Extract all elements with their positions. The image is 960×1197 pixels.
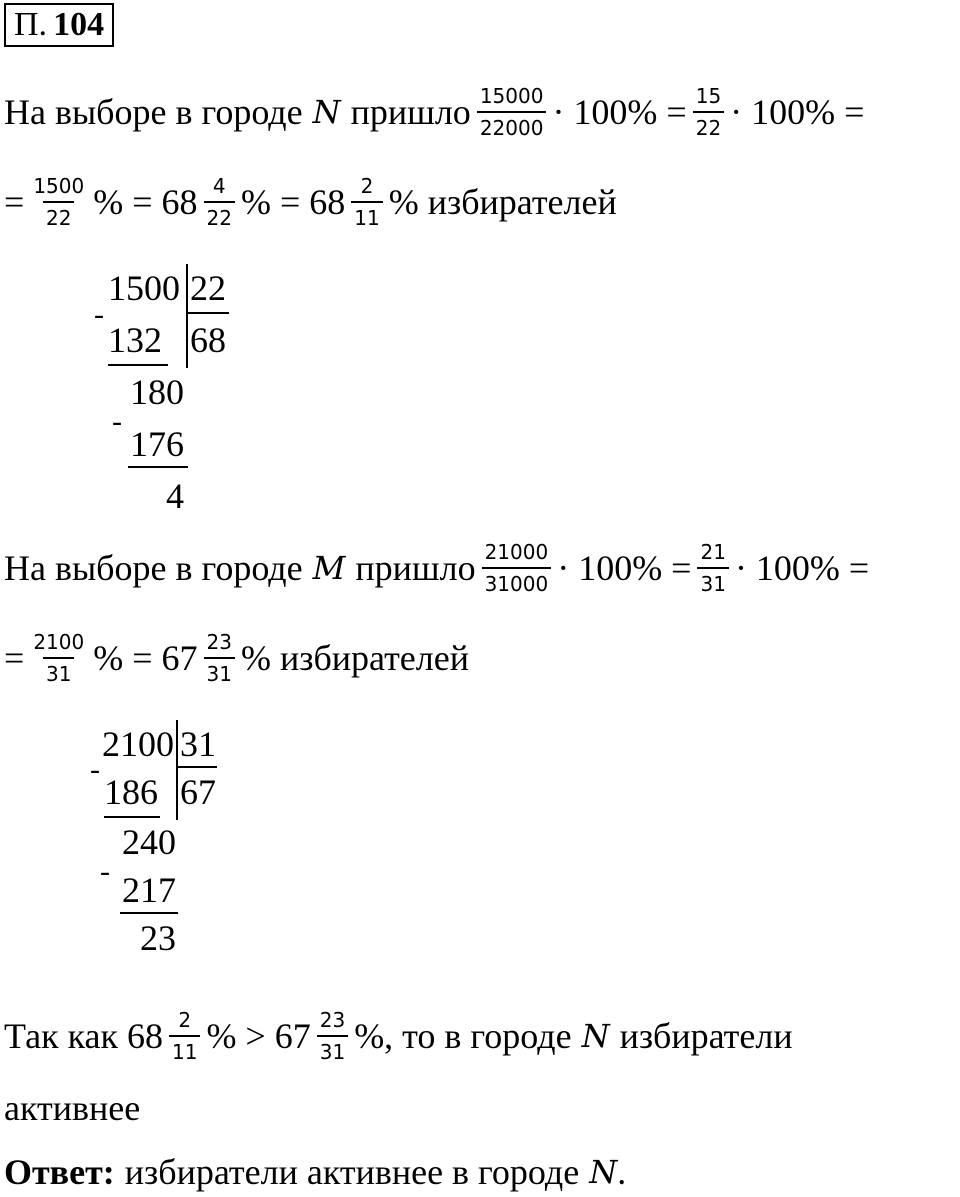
final-remainder: 4 — [166, 476, 184, 516]
answer-label: Ответ: — [4, 1152, 115, 1192]
comparison-line — [4, 1008, 793, 1064]
minus-sign: - — [90, 753, 100, 786]
equals-sign: = — [4, 638, 25, 678]
comparison-continuation: активнее — [4, 1088, 141, 1128]
city-n-line-2 — [4, 174, 617, 230]
fraction-2100-31: $\frac{2100}{31}$ — [33, 630, 85, 686]
city-m-line-1 — [4, 540, 869, 596]
final-remainder: 23 — [140, 918, 176, 958]
city-m-came-text: пришло — [355, 548, 476, 588]
minus-sign: - — [100, 855, 110, 888]
dividend: 2100 — [102, 724, 174, 764]
times-100-op: · 100% = — [734, 548, 870, 588]
subtrahend: 186 — [104, 772, 158, 812]
minus-sign: - — [94, 298, 104, 331]
city-n-variable: N — [312, 93, 341, 131]
subtraction-line — [128, 466, 188, 468]
subtrahend: 217 — [122, 870, 176, 910]
dividend: 1500 — [108, 268, 180, 308]
fraction-1500-22: $\frac{1500}{22}$ — [33, 174, 85, 230]
division-vertical-bar — [186, 264, 188, 368]
problem-prefix: П. — [14, 6, 48, 43]
city-n-variable: N — [581, 1017, 610, 1055]
answer-period: . — [617, 1152, 627, 1192]
fraction-15000-22000: $\frac{15000}{22000}$ — [477, 84, 547, 140]
subtrahend: 132 — [108, 320, 162, 360]
fraction-23-31: $\frac{23}{31}$ — [204, 630, 235, 686]
subtraction-line — [120, 912, 178, 914]
comparison-end: избиратели — [619, 1016, 793, 1056]
voters-text: % избирателей — [388, 182, 617, 222]
divisor-underline — [177, 766, 217, 768]
voters-text: % избирателей — [240, 638, 469, 678]
divisor: 31 — [180, 724, 216, 764]
subtraction-line — [104, 816, 160, 818]
problem-number: 104 — [53, 6, 105, 43]
percent-equals: % = 68 — [240, 182, 346, 222]
fraction-23-31: $\frac{23}{31}$ — [317, 1008, 348, 1064]
comparison-tail: %, то в городе — [354, 1016, 572, 1056]
remainder: 240 — [122, 822, 176, 862]
city-n-came-text: пришло — [350, 92, 471, 132]
fraction-21-31: $\frac{21}{31}$ — [697, 540, 728, 596]
comparison-line-2 — [4, 1088, 140, 1128]
fraction-15-22: $\frac{15}{22}$ — [693, 84, 724, 140]
city-m-variable: M — [312, 549, 346, 587]
answer-text: избиратели активнее в городе — [124, 1152, 580, 1192]
quotient: 68 — [190, 320, 226, 360]
percent-equals: % = 68 — [93, 182, 198, 222]
remainder: 180 — [130, 372, 184, 412]
answer-line — [4, 1152, 626, 1192]
city-n-intro-text: На выборе в городе — [4, 92, 303, 132]
percent-equals: % = 67 — [93, 638, 198, 678]
greater-than-text: % > 67 — [206, 1016, 311, 1056]
subtrahend: 176 — [130, 424, 184, 464]
city-m-intro-text: На выборе в городе — [4, 548, 303, 588]
city-n-variable: N — [589, 1153, 618, 1191]
quotient: 67 — [180, 772, 216, 812]
city-m-line-2 — [4, 630, 469, 686]
fraction-21000-31000: $\frac{21000}{31000}$ — [482, 540, 552, 596]
fraction-2-11: $\frac{2}{11}$ — [169, 1008, 200, 1064]
times-100-op: · 100% = — [730, 92, 865, 132]
equals-sign: = — [4, 182, 25, 222]
problem-number-box — [4, 3, 114, 47]
times-100-op: · 100% = — [552, 92, 687, 132]
fraction-2-11: $\frac{2}{11}$ — [351, 174, 382, 230]
times-100-op: · 100% = — [557, 548, 692, 588]
division-vertical-bar — [176, 720, 178, 820]
city-n-line-1 — [4, 84, 864, 140]
divisor: 22 — [190, 268, 226, 308]
fraction-4-22: $\frac{4}{22}$ — [204, 174, 235, 230]
subtraction-line — [108, 364, 168, 366]
comparison-lead: Так как 68 — [4, 1016, 163, 1056]
divisor-underline — [187, 312, 229, 314]
minus-sign: - — [112, 405, 122, 438]
